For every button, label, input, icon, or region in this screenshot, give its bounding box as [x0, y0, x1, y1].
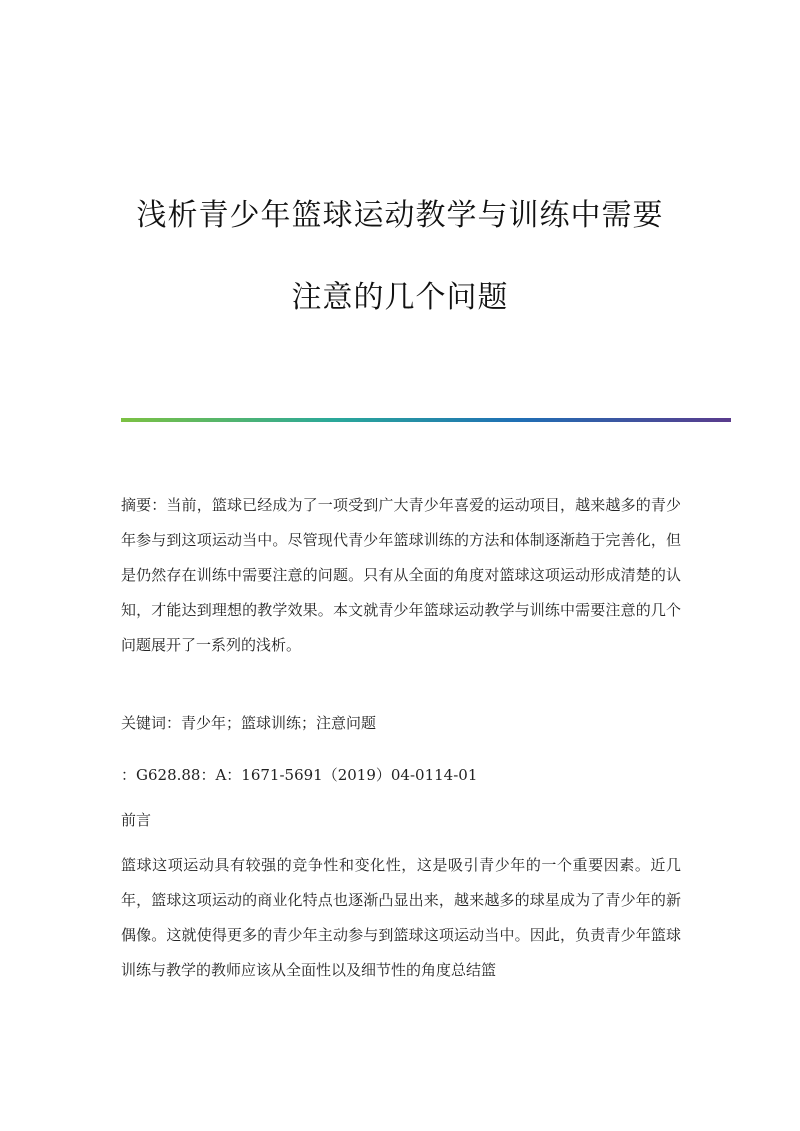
preface-paragraph: 篮球这项运动具有较强的竞争性和变化性，这是吸引青少年的一个重要因素。近几年，篮球这项运动的商业化特点也逐渐凸显出来，越来越多的球星成为了青少年的新偶像。这就使得更多的青少年主动参与到篮球这项运动当中。因此，负责青少年篮球训练与教学的教师应该从全面性以及细节性的角度总结篮 — [121, 856, 681, 979]
classification-line: ：G628.88：A：1671-5691（2019）04-0114-01 — [121, 766, 478, 784]
abstract-paragraph: 摘要：当前，篮球已经成为了一项受到广大青少年喜爱的运动项目，越来越多的青少年参与到这项运动当中。尽管现代青少年篮球训练的方法和体制逐渐趋于完善化，但是仍然存在训练中需要注意的问题。只有从全面的角度对篮球这项运动形成清楚的认知，才能达到理想的教学效果。本文就青少年篮球运动教学与训练中需要注意的几个问题展开了一系列的浅析。 — [121, 496, 681, 654]
keywords-line: 关键词：青少年；篮球训练；注意问题 — [121, 714, 377, 732]
document-title-line-1: 浅析青少年篮球运动教学与训练中需要 — [136, 198, 664, 233]
gradient-divider — [121, 418, 731, 422]
document-title-line-2: 注意的几个问题 — [291, 280, 509, 315]
preface-heading: 前言 — [121, 811, 152, 829]
